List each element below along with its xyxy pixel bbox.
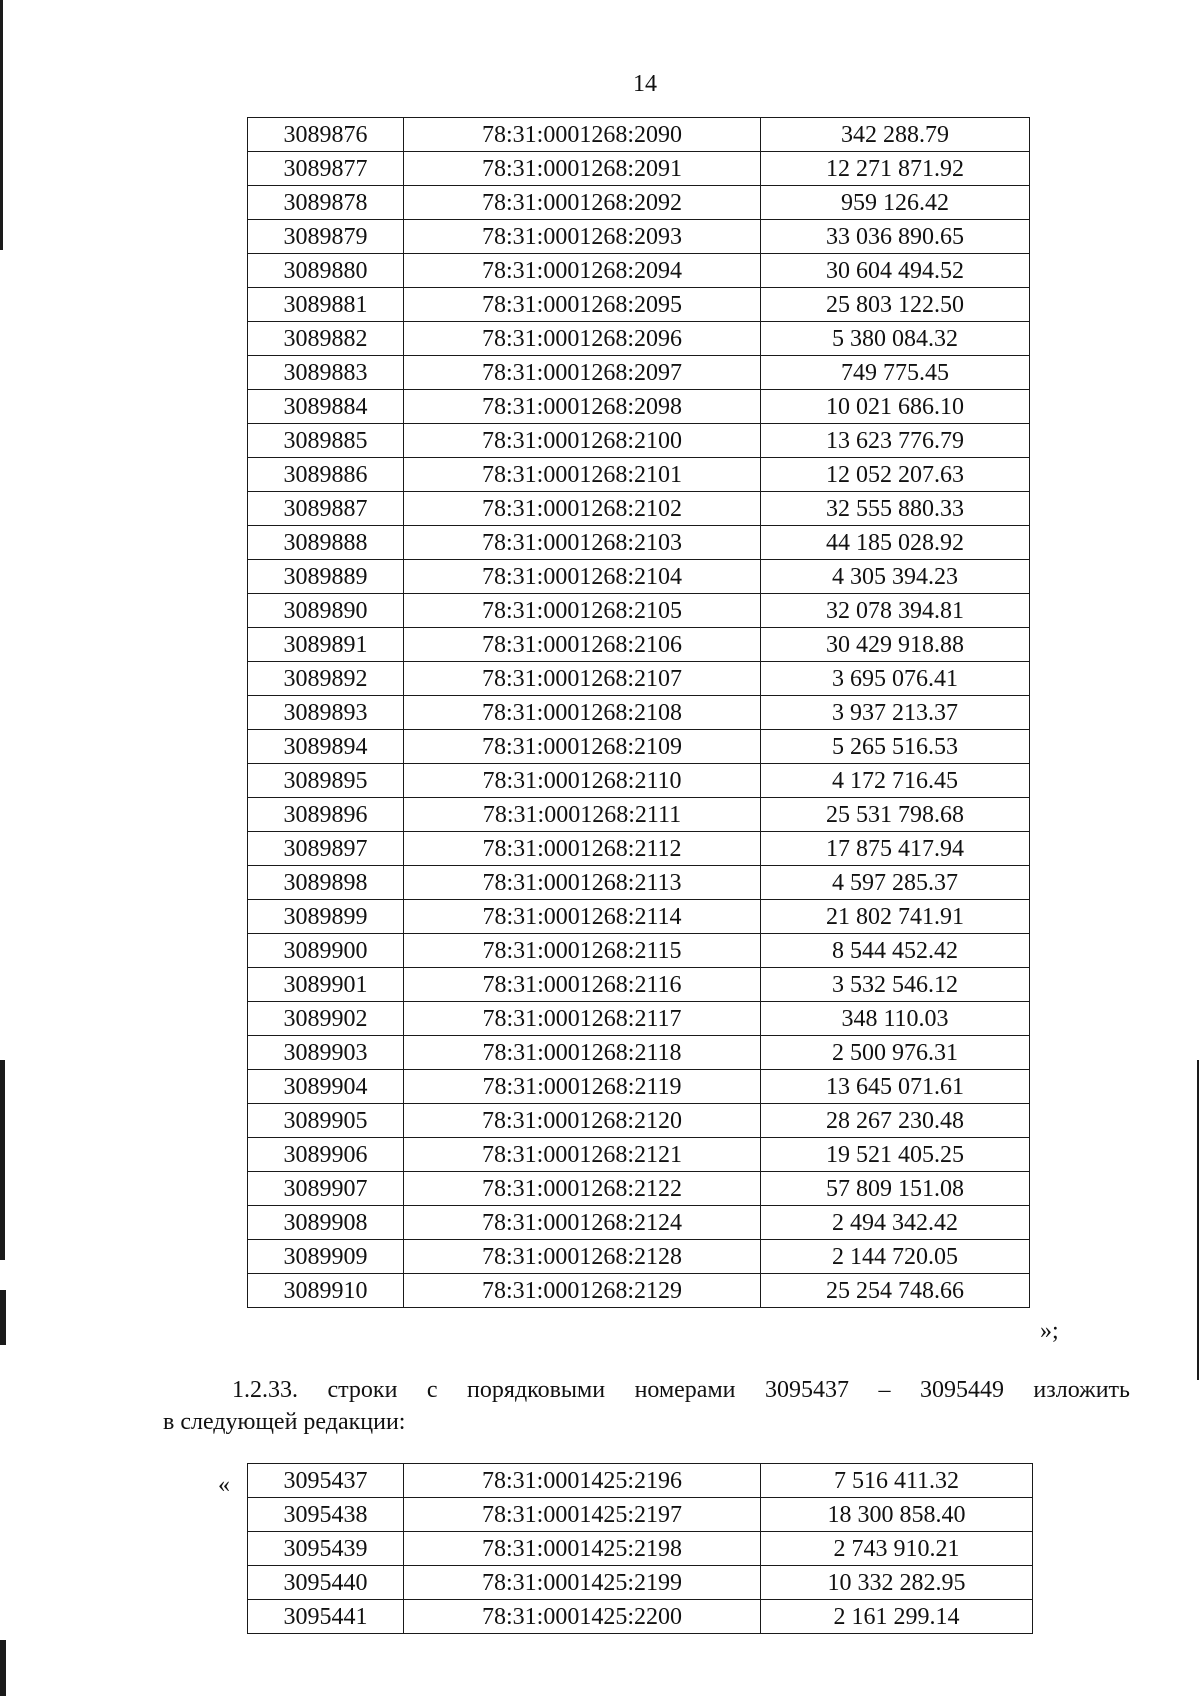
table-row [248, 798, 1030, 832]
registry-number-cell: 3089899 [248, 900, 404, 934]
registry-number-cell: 3095437 [248, 1464, 404, 1498]
cadastral-number-cell: 78:31:0001268:2115 [404, 934, 761, 968]
cadastral-number-cell: 78:31:0001425:2199 [404, 1566, 761, 1600]
cadastral-value-cell: 32 555 880.33 [761, 492, 1030, 526]
table-row [248, 628, 1030, 662]
cadastral-number-cell: 78:31:0001268:2114 [404, 900, 761, 934]
cadastral-value-cell: 25 531 798.68 [761, 798, 1030, 832]
cadastral-value-cell: 28 267 230.48 [761, 1104, 1030, 1138]
registry-number-cell: 3089908 [248, 1206, 404, 1240]
table-row [248, 1532, 1033, 1566]
cadastral-value-cell: 19 521 405.25 [761, 1138, 1030, 1172]
cadastral-value-cell: 10 332 282.95 [761, 1566, 1033, 1600]
cadastral-number-cell: 78:31:0001268:2091 [404, 152, 761, 186]
cadastral-number-cell: 78:31:0001268:2093 [404, 220, 761, 254]
cadastral-value-cell: 2 161 299.14 [761, 1600, 1033, 1634]
registry-number-cell: 3089901 [248, 968, 404, 1002]
cadastral-number-cell: 78:31:0001268:2100 [404, 424, 761, 458]
table-row [248, 152, 1030, 186]
cadastral-value-cell: 25 254 748.66 [761, 1274, 1030, 1308]
cadastral-number-cell: 78:31:0001425:2197 [404, 1498, 761, 1532]
table-row [248, 1240, 1030, 1274]
amended-rows-table-body [248, 1464, 1033, 1634]
cadastral-value-cell: 7 516 411.32 [761, 1464, 1033, 1498]
cadastral-number-cell: 78:31:0001268:2097 [404, 356, 761, 390]
cadastral-value-cell: 2 494 342.42 [761, 1206, 1030, 1240]
cadastral-number-cell: 78:31:0001425:2200 [404, 1600, 761, 1634]
table-row [248, 1464, 1033, 1498]
cadastral-number-cell: 78:31:0001268:2102 [404, 492, 761, 526]
amendment-paragraph-line-2: в следующей редакции: [163, 1409, 406, 1435]
scan-edge-mark [0, 0, 3, 250]
cadastral-number-cell: 78:31:0001268:2112 [404, 832, 761, 866]
cadastral-value-cell: 44 185 028.92 [761, 526, 1030, 560]
table-row [248, 1498, 1033, 1532]
registry-number-cell: 3089905 [248, 1104, 404, 1138]
registry-number-cell: 3089881 [248, 288, 404, 322]
registry-number-cell: 3089885 [248, 424, 404, 458]
registry-number-cell: 3089880 [248, 254, 404, 288]
cadastral-number-cell: 78:31:0001268:2092 [404, 186, 761, 220]
cadastral-number-cell: 78:31:0001268:2109 [404, 730, 761, 764]
registry-number-cell: 3095439 [248, 1532, 404, 1566]
cadastral-value-cell: 2 144 720.05 [761, 1240, 1030, 1274]
cadastral-number-cell: 78:31:0001268:2119 [404, 1070, 761, 1104]
cadastral-number-cell: 78:31:0001268:2110 [404, 764, 761, 798]
cadastral-value-cell: 17 875 417.94 [761, 832, 1030, 866]
cadastral-value-cell: 30 429 918.88 [761, 628, 1030, 662]
cadastral-number-cell: 78:31:0001268:2120 [404, 1104, 761, 1138]
cadastral-value-cell: 25 803 122.50 [761, 288, 1030, 322]
table-row [248, 730, 1030, 764]
registry-number-cell: 3089890 [248, 594, 404, 628]
table-row [248, 1600, 1033, 1634]
table-row [248, 934, 1030, 968]
scan-edge-mark [0, 1290, 6, 1345]
cadastral-value-cell: 5 265 516.53 [761, 730, 1030, 764]
cadastral-number-cell: 78:31:0001268:2124 [404, 1206, 761, 1240]
cadastral-value-cell: 2 500 976.31 [761, 1036, 1030, 1070]
cadastral-number-cell: 78:31:0001268:2122 [404, 1172, 761, 1206]
registry-number-cell: 3089907 [248, 1172, 404, 1206]
cadastral-number-cell: 78:31:0001268:2090 [404, 118, 761, 152]
cadastral-value-cell: 4 305 394.23 [761, 560, 1030, 594]
cadastral-number-cell: 78:31:0001425:2198 [404, 1532, 761, 1566]
table-row [248, 866, 1030, 900]
table-row [248, 458, 1030, 492]
registry-number-cell: 3089886 [248, 458, 404, 492]
cadastral-value-cell: 12 271 871.92 [761, 152, 1030, 186]
cadastral-value-cell: 33 036 890.65 [761, 220, 1030, 254]
table-row [248, 968, 1030, 1002]
cadastral-value-cell: 10 021 686.10 [761, 390, 1030, 424]
cadastral-number-cell: 78:31:0001268:2111 [404, 798, 761, 832]
cadastral-value-cell: 18 300 858.40 [761, 1498, 1033, 1532]
cadastral-value-cell: 4 597 285.37 [761, 866, 1030, 900]
table-row [248, 696, 1030, 730]
cadastral-value-cell: 32 078 394.81 [761, 594, 1030, 628]
amendment-paragraph-line-1: 1.2.33. строки с порядковыми номерами 3095437 – 3095449 изложить [232, 1377, 1130, 1403]
table-row [248, 1566, 1033, 1600]
table-row [248, 1138, 1030, 1172]
table-row [248, 1104, 1030, 1138]
registry-number-cell: 3089906 [248, 1138, 404, 1172]
cadastral-number-cell: 78:31:0001268:2108 [404, 696, 761, 730]
registry-number-cell: 3089910 [248, 1274, 404, 1308]
registry-number-cell: 3089876 [248, 118, 404, 152]
cadastral-value-cell: 8 544 452.42 [761, 934, 1030, 968]
table-row [248, 356, 1030, 390]
scan-edge-mark [1197, 1060, 1199, 1380]
cadastral-number-cell: 78:31:0001268:2121 [404, 1138, 761, 1172]
amended-rows-table [247, 1463, 1033, 1634]
registry-number-cell: 3089888 [248, 526, 404, 560]
registry-number-cell: 3089877 [248, 152, 404, 186]
registry-number-cell: 3089887 [248, 492, 404, 526]
cadastral-number-cell: 78:31:0001268:2094 [404, 254, 761, 288]
table-row [248, 288, 1030, 322]
registry-number-cell: 3089903 [248, 1036, 404, 1070]
table-row [248, 118, 1030, 152]
table-row [248, 1172, 1030, 1206]
registry-number-cell: 3089883 [248, 356, 404, 390]
cadastral-value-cell: 3 532 546.12 [761, 968, 1030, 1002]
table-row [248, 526, 1030, 560]
scan-edge-mark [0, 1640, 6, 1696]
table-row [248, 832, 1030, 866]
table-row [248, 254, 1030, 288]
registry-number-cell: 3095440 [248, 1566, 404, 1600]
cadastral-number-cell: 78:31:0001268:2106 [404, 628, 761, 662]
cadastral-value-cell: 13 645 071.61 [761, 1070, 1030, 1104]
registry-number-cell: 3095441 [248, 1600, 404, 1634]
table-row [248, 662, 1030, 696]
table-row [248, 220, 1030, 254]
cadastral-value-cell: 4 172 716.45 [761, 764, 1030, 798]
cadastral-number-cell: 78:31:0001268:2101 [404, 458, 761, 492]
cadastral-value-cell: 2 743 910.21 [761, 1532, 1033, 1566]
registry-number-cell: 3089892 [248, 662, 404, 696]
registry-number-cell: 3089909 [248, 1240, 404, 1274]
cadastral-number-cell: 78:31:0001268:2103 [404, 526, 761, 560]
registry-number-cell: 3089898 [248, 866, 404, 900]
cadastral-value-cell: 3 937 213.37 [761, 696, 1030, 730]
cadastral-number-cell: 78:31:0001268:2107 [404, 662, 761, 696]
table-row [248, 900, 1030, 934]
cadastral-number-cell: 78:31:0001425:2196 [404, 1464, 761, 1498]
cadastral-number-cell: 78:31:0001268:2118 [404, 1036, 761, 1070]
cadastral-number-cell: 78:31:0001268:2113 [404, 866, 761, 900]
cadastral-value-cell: 348 110.03 [761, 1002, 1030, 1036]
table-row [248, 594, 1030, 628]
table-row [248, 764, 1030, 798]
cadastral-value-cell: 30 604 494.52 [761, 254, 1030, 288]
cadastral-number-cell: 78:31:0001268:2116 [404, 968, 761, 1002]
cadastral-value-cell: 959 126.42 [761, 186, 1030, 220]
registry-table-body [248, 118, 1030, 1308]
registry-number-cell: 3095438 [248, 1498, 404, 1532]
page-number: 14 [633, 71, 657, 97]
table-row [248, 560, 1030, 594]
cadastral-value-cell: 749 775.45 [761, 356, 1030, 390]
registry-number-cell: 3089889 [248, 560, 404, 594]
cadastral-number-cell: 78:31:0001268:2129 [404, 1274, 761, 1308]
registry-number-cell: 3089895 [248, 764, 404, 798]
cadastral-value-cell: 3 695 076.41 [761, 662, 1030, 696]
registry-number-cell: 3089896 [248, 798, 404, 832]
cadastral-number-cell: 78:31:0001268:2105 [404, 594, 761, 628]
cadastral-value-cell: 12 052 207.63 [761, 458, 1030, 492]
cadastral-value-cell: 5 380 084.32 [761, 322, 1030, 356]
opening-quote-mark: « [218, 1472, 230, 1498]
table-row [248, 1274, 1030, 1308]
scan-edge-mark [0, 1060, 5, 1260]
registry-number-cell: 3089879 [248, 220, 404, 254]
registry-number-cell: 3089900 [248, 934, 404, 968]
table-row [248, 186, 1030, 220]
cadastral-number-cell: 78:31:0001268:2098 [404, 390, 761, 424]
cadastral-number-cell: 78:31:0001268:2117 [404, 1002, 761, 1036]
cadastral-number-cell: 78:31:0001268:2096 [404, 322, 761, 356]
table-row [248, 1206, 1030, 1240]
cadastral-value-cell: 342 288.79 [761, 118, 1030, 152]
table-row [248, 322, 1030, 356]
table-row [248, 424, 1030, 458]
registry-number-cell: 3089878 [248, 186, 404, 220]
closing-quote-mark: »; [1040, 1318, 1059, 1344]
registry-number-cell: 3089897 [248, 832, 404, 866]
table-row [248, 492, 1030, 526]
registry-number-cell: 3089882 [248, 322, 404, 356]
cadastral-value-cell: 13 623 776.79 [761, 424, 1030, 458]
registry-number-cell: 3089891 [248, 628, 404, 662]
table-row [248, 390, 1030, 424]
table-row [248, 1036, 1030, 1070]
cadastral-number-cell: 78:31:0001268:2128 [404, 1240, 761, 1274]
registry-table [247, 117, 1030, 1308]
cadastral-value-cell: 57 809 151.08 [761, 1172, 1030, 1206]
table-row [248, 1070, 1030, 1104]
cadastral-number-cell: 78:31:0001268:2095 [404, 288, 761, 322]
registry-number-cell: 3089904 [248, 1070, 404, 1104]
registry-number-cell: 3089893 [248, 696, 404, 730]
registry-number-cell: 3089884 [248, 390, 404, 424]
cadastral-value-cell: 21 802 741.91 [761, 900, 1030, 934]
registry-number-cell: 3089894 [248, 730, 404, 764]
cadastral-number-cell: 78:31:0001268:2104 [404, 560, 761, 594]
table-row [248, 1002, 1030, 1036]
registry-number-cell: 3089902 [248, 1002, 404, 1036]
